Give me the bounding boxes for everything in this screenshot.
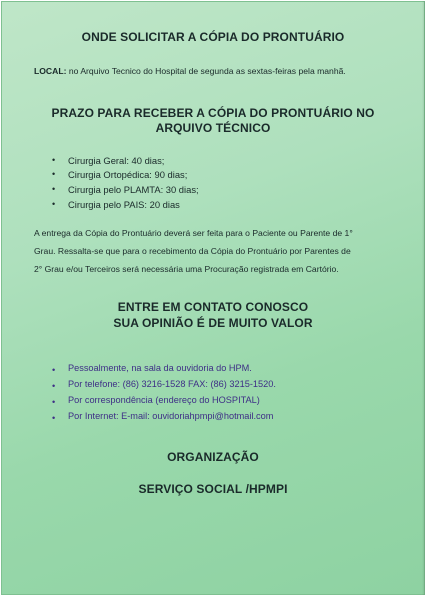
delivery-paragraph <box>34 224 399 278</box>
section-title-deadline-line2: ARQUIVO TÉCNICO <box>155 121 271 135</box>
bullet-icon: • <box>52 413 56 423</box>
section-title-contact-line1: ENTRE EM CONTATO CONOSCO <box>117 300 309 314</box>
bullet-icon: • <box>52 365 56 375</box>
delivery-line: 2° Grau e/ou Terceiros será necessária uma Procuração registrada em Cartório. <box>34 264 339 274</box>
bullet-icon: • <box>52 155 56 165</box>
bullet-icon: • <box>52 381 56 391</box>
delivery-line: Grau. Ressalta-se que para o recebimento da Cópia do Prontuário por Parentes de <box>34 246 351 256</box>
bullet-icon: • <box>52 397 56 407</box>
location-label: LOCAL: <box>34 66 67 76</box>
organization-label: ORGANIZAÇÃO <box>167 450 259 464</box>
section-title-where-to-request: ONDE SOLICITAR A CÓPIA DO PRONTUÁRIO <box>81 30 345 44</box>
deadline-item: Cirurgia pelo PLAMTA: 30 dias; <box>68 184 199 195</box>
brochure-page <box>1 1 425 595</box>
deadline-item: Cirurgia pelo PAIS: 20 dias <box>68 199 180 210</box>
contact-item-email: Por Internet: E-mail: ouvidoriahpmpi@hotmail.com <box>68 411 274 421</box>
deadline-item: Cirurgia Geral: 40 dias; <box>68 155 165 166</box>
location-line <box>34 66 346 76</box>
section-title-deadline-line1: PRAZO PARA RECEBER A CÓPIA DO PRONTUÁRIO NO <box>51 106 375 120</box>
organization-name: SERVIÇO SOCIAL /HPMPI <box>138 482 288 496</box>
contact-item-mail: Por correspondência (endereço do HOSPITAL) <box>68 395 260 405</box>
deadline-item: Cirurgia Ortopédica: 90 dias; <box>68 169 188 180</box>
bullet-icon: • <box>52 169 56 179</box>
contact-item-phone: Por telefone: (86) 3216-1528 FAX: (86) 3215-1520. <box>68 379 276 389</box>
location-text: no Arquivo Tecnico do Hospital de segunda as sextas-feiras pela manhã. <box>66 66 346 76</box>
contact-item-in-person: Pessoalmente, na sala da ouvidoria do HPM. <box>68 363 252 373</box>
bullet-icon: • <box>52 199 56 209</box>
delivery-line: A entrega da Cópia do Prontuário deverá ser feita para o Paciente ou Parente de 1° <box>34 228 353 238</box>
section-title-contact-line2: SUA OPINIÃO É DE MUITO VALOR <box>113 316 313 330</box>
page-edge-shadow <box>422 1 425 595</box>
bullet-icon: • <box>52 184 56 194</box>
